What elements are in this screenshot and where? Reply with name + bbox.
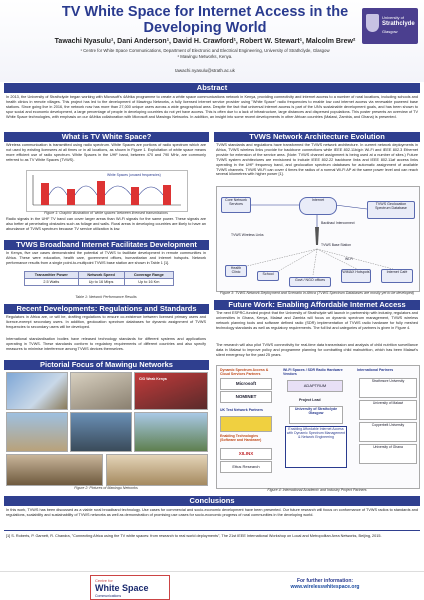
table-cell: Up to 16 Mbps (78, 279, 124, 286)
project-centre-box: Enabling Affordable Internet Access with Dynamic Spectrum Management & Network Engineering (285, 426, 347, 468)
affiliation-1: ¹ Centre for White Space Communications, Department of Electronic and Electrical Engineering, University of Strathclyde, Glasgow (80, 48, 330, 53)
table-header-row (25, 272, 174, 279)
title-line-1: TV White Space for Internet Access in the (61, 4, 349, 20)
health-clinic-node: Health Clinic (225, 265, 247, 277)
photo-installers (70, 372, 132, 410)
table-header: Transmitter Power (25, 272, 79, 279)
white-space-label: White Spaces (unused frequencies) (107, 173, 161, 177)
footer-info-label: For further information: (296, 578, 354, 584)
divider (4, 530, 420, 531)
figure-1-caption: Figure 1: Graphic illustration of 'white spaces' between licensed transmissions (44, 211, 168, 215)
footer-logo-main: White Space (95, 583, 149, 593)
spectrum-graphic (27, 171, 187, 211)
uk-test-network-logo (220, 416, 272, 432)
right-title: International Partners (357, 368, 394, 372)
event-tag: CIO Weak Kenya (139, 377, 167, 381)
figure-4-diagram (216, 365, 420, 489)
wireless-links-label: TVWS Wireless Links (231, 233, 264, 237)
future-work-text-1: The next ESPRC-funded project that the University of Strathclyde will launch in partnership with industry, regulators and universities in Ghana, Kenya, Malawi and Zambia will focus on dynamic spectrum management, TVWS wireless network planning tools and software defined radio (SDR) implementation of TVWS radio hardware for fully meshed technology standards as well as regulatory requirements. The full list and categories of partners is given in Figure 4. (216, 311, 418, 330)
strathclyde-logo (362, 8, 418, 44)
what-is-tvws-text-2: Radio signals in the UHF TV band can cover larger areas than Wi-Fi signals for the same power. These signals are also better at penetrating obstacles such as foliage and walls. Rural areas in developing countries are likely to have an abundance of TVWS spectrum because TV service utilization is low. (6, 217, 206, 231)
photo-hotspot (6, 454, 103, 486)
broadband-text: In Kenya, five use cases demonstrated the potential of TVWS to facilitate development in remote communities in Africa. These were education, health care, government offices, humanitarian and internet hotspots. Network performance results from a single point-to-multipoint TVWS base station are shown in Table 1 [1]. (6, 251, 206, 265)
poster-header (0, 0, 424, 82)
internet-cafe-node: Internet Café (381, 269, 413, 283)
table-header: Network Speed (78, 272, 124, 279)
figure-4-caption: Figure 4: International Academic and Industry Project Partners (267, 488, 367, 492)
table-cell: 2.5 Watts (25, 279, 79, 286)
photo-village (6, 412, 68, 452)
photo-mast (6, 372, 68, 410)
partner-ghana: University of Ghana (359, 444, 417, 464)
mid-title: Wi-Fi Spaces / SDR Radio Hardware Vendors (283, 368, 343, 376)
future-work-heading: Future Work: Enabling Affordable Internet Access (214, 300, 420, 310)
footer-logo-bottom: Communications (95, 594, 122, 598)
what-is-tvws-text: Wireless communication is transmitted using radio spectrum. White Spaces are portions of radio spectrum which are not used by existing licensees at all times or in all locations, as shown in Figure 1. Exploitation of white space means more efficient use of radio spectrum. White Spaces in the UHF band, between 470 and 790 MHz, are commonly referred to as TV White Spaces (TVWS). (6, 143, 206, 162)
photo-users (106, 454, 208, 486)
author-list: Tawachi Nyasulu¹, Dani Anderson¹, David H. Crawford¹, Robert W. Stewart¹, Malcolm Brew² (54, 38, 356, 45)
base-station-label: TVWS Base Station (321, 243, 351, 247)
table-cell: Up to 16 Km (124, 279, 173, 286)
logo-text-main: Strathclyde (382, 21, 415, 27)
photo-base-station (134, 412, 208, 452)
figure-3-caption: Figure 3: TVWS Network Deployment and Scenario in Africa (TVWS Spectrum Databases are mostly yet to be developed) (219, 291, 415, 295)
strathclyde-lead-box: University of Strathclyde Glasgow (289, 406, 343, 424)
table-1-caption: Table 1: Network Performance Results (75, 295, 137, 299)
backhaul-label: Backhaul Interconnect (321, 221, 355, 225)
architecture-text: TVWS standards and regulations have transformed the TVWS network architecture. In current network deployments in Africa, TVWS wireless links provide for backbone connections while IEEE 802.11b/g/n Wi-Fi and IEEE 802.3 Ethernet provide for extension of the service area. (Note: TVWS channel assignment is being used at a number of sites.) Future TVWS system architectures are envisioned to include IEEE 802.22 backbone links and IEEE 802.11af access links operating in the UHF frequency band, and geolocation spectrum databases for automatic assignment of available TVWS channels. TVWS Wi-Fi can cover 4 times the radius of a normal Wi-Fi AP at the same power level and can reach several kilometres with higher power [1]. (216, 143, 418, 177)
recent-text-2: International standardisation bodies have released technology standards for different systems and applications operating in TVWS. These standards conform to regulatory requirements of different countries and also specify measures to minimise interference among TVWS devices themselves. (6, 337, 206, 351)
table-row (25, 279, 174, 286)
affiliations (40, 48, 370, 60)
poster-title (40, 4, 370, 36)
col1-title: Dynamic Spectrum Access & Cloud Services Partners (220, 368, 269, 376)
references: [1] S. Roberts, P. Garnett, R. Chandra, "Connecting Africa using the TV white spaces: from research to real world deployments", The 21st IEEE International Workshop on Local and Metropolitan Area Networks, Beijing, 2015. (6, 534, 382, 538)
pictorial-heading: Pictorial Focus of Mawingu Networks (4, 360, 209, 370)
affiliation-2: ² Mawingu Networks, Kenya. (177, 54, 233, 59)
footer-info (270, 578, 380, 590)
recent-heading: Recent Developments: Regulations and Standards (4, 304, 209, 314)
wimax-hotspots-node: WiMAX Hotspots (341, 269, 371, 283)
broadband-heading: TVWS Broadband Internet Facilitates Development (4, 240, 209, 250)
footer-logo-top: Centre for (95, 578, 113, 583)
partner-malawi: University of Malawi (359, 400, 417, 420)
table-header: Coverage Range (124, 272, 173, 279)
partner-nominet: NOMINET (220, 391, 272, 403)
performance-table (24, 271, 174, 286)
internet-node: Internet (299, 197, 337, 215)
wifi-label: Wi-Fi (345, 257, 353, 261)
figure-1-graphic (26, 170, 188, 212)
core-network-node: Core Network Services (221, 197, 251, 213)
architecture-heading: TVWS Network Architecture Evolution (214, 132, 420, 142)
footer (0, 571, 424, 600)
what-is-tvws-heading: What is TV White Space? (4, 132, 209, 142)
title-line-2: Developing World (143, 20, 267, 36)
crest-icon (366, 14, 379, 32)
logo-text-top: University of (382, 15, 405, 20)
partner-strathmore: Strathmore University (359, 378, 417, 398)
project-lead-label: Project Lead (299, 398, 321, 402)
partner-microsoft: Microsoft (220, 378, 272, 390)
partner-xilinx: XILINX (220, 448, 272, 460)
partner-adaptrum: ADAPTRUM (287, 380, 343, 392)
photo-classroom (70, 412, 132, 452)
figure-3-diagram (216, 186, 420, 292)
conclusions-heading: Conclusions (4, 496, 420, 506)
abstract-heading: Abstract (4, 83, 420, 93)
geolocation-db-node: TVWS Geolocation Spectrum Database (367, 201, 415, 219)
col3-title: Enabling Technologies (Software and Hardware) (220, 434, 262, 442)
recent-text-1: Regulators in Africa are, or will be, drafting regulations to ensure co-existence between licensed primary users and licence-exempt secondary users. In addition, geolocation spectrum databases for dynamic assignment of TVWS frequencies to secondary users will be developed. (6, 315, 206, 329)
footer-url-link[interactable]: www.wirelesswhitespace.org (290, 584, 360, 590)
photo-event (134, 372, 208, 410)
contact-email[interactable]: tawachi.nyasulu@strath.ac.uk (175, 68, 235, 73)
future-work-text-2: The research will also pilot TVWS connectivity for real-time data transmission and analysis of child nutrition surveillance data in Malawi to improve policy and programme planning for combatting child malnutrition, which has been Malawi's silent emergency for the past 25 years. (216, 343, 418, 357)
figure-2-caption: Figure 2: Pictures of Mawingu Networks (74, 486, 138, 490)
white-space-centre-logo (90, 575, 170, 600)
col2-title: UK Test Network Partners (220, 408, 263, 412)
partner-copperbelt: Copperbelt University (359, 422, 417, 442)
school-node: School (257, 271, 279, 281)
govt-ngo-node: Govt / NGO offices (289, 277, 331, 287)
abstract-body: In 2013, the University of Strathclyde began working with Microsoft's 4Afrika programme to create a white space communications network in Kenya, providing connectivity and internet access to a number of rural locations, including schools and health clinics in remote villages. This project has led to the development of Mawingu Networks, a fully licensed internet service provider using "White Space" radio frequencies to enable low cost internet access via renewable powered base stations. Since going live in 2016, the network now has more than 27,000 unique users across a wide geographical area. Despite the fact that universal internet access is part of the UN's sustainable development goals, and has been shown to spur social and economic development, a large percentage of people in developing countries do not yet have access. This is often due to a lack of infrastructure, large distances and dispersed populations. This poster presents an overview of TV White Space technologies, with emphasis on our 4Afrika collaboration with Microsoft and Mawingu Networks. In addition, an insight into some recent developments in other African countries (Malawi, Zambia, and Ghana) is presented. (6, 95, 418, 119)
conclusions-text: In this work, TVWS has been discussed as a viable rural broadband technology. Use cases for commercial and socio-economic development have been presented. Our future research will focus on conformance of TVWS radios to standards and regulations, scalability and sustainability of TVWS networks as well as demonstration of promising use cases for socio-economic progress of rural communities in the developing world. (6, 508, 418, 517)
partner-ettus: Ettus Research (220, 461, 272, 473)
logo-text-bottom: Glasgow (382, 29, 398, 34)
